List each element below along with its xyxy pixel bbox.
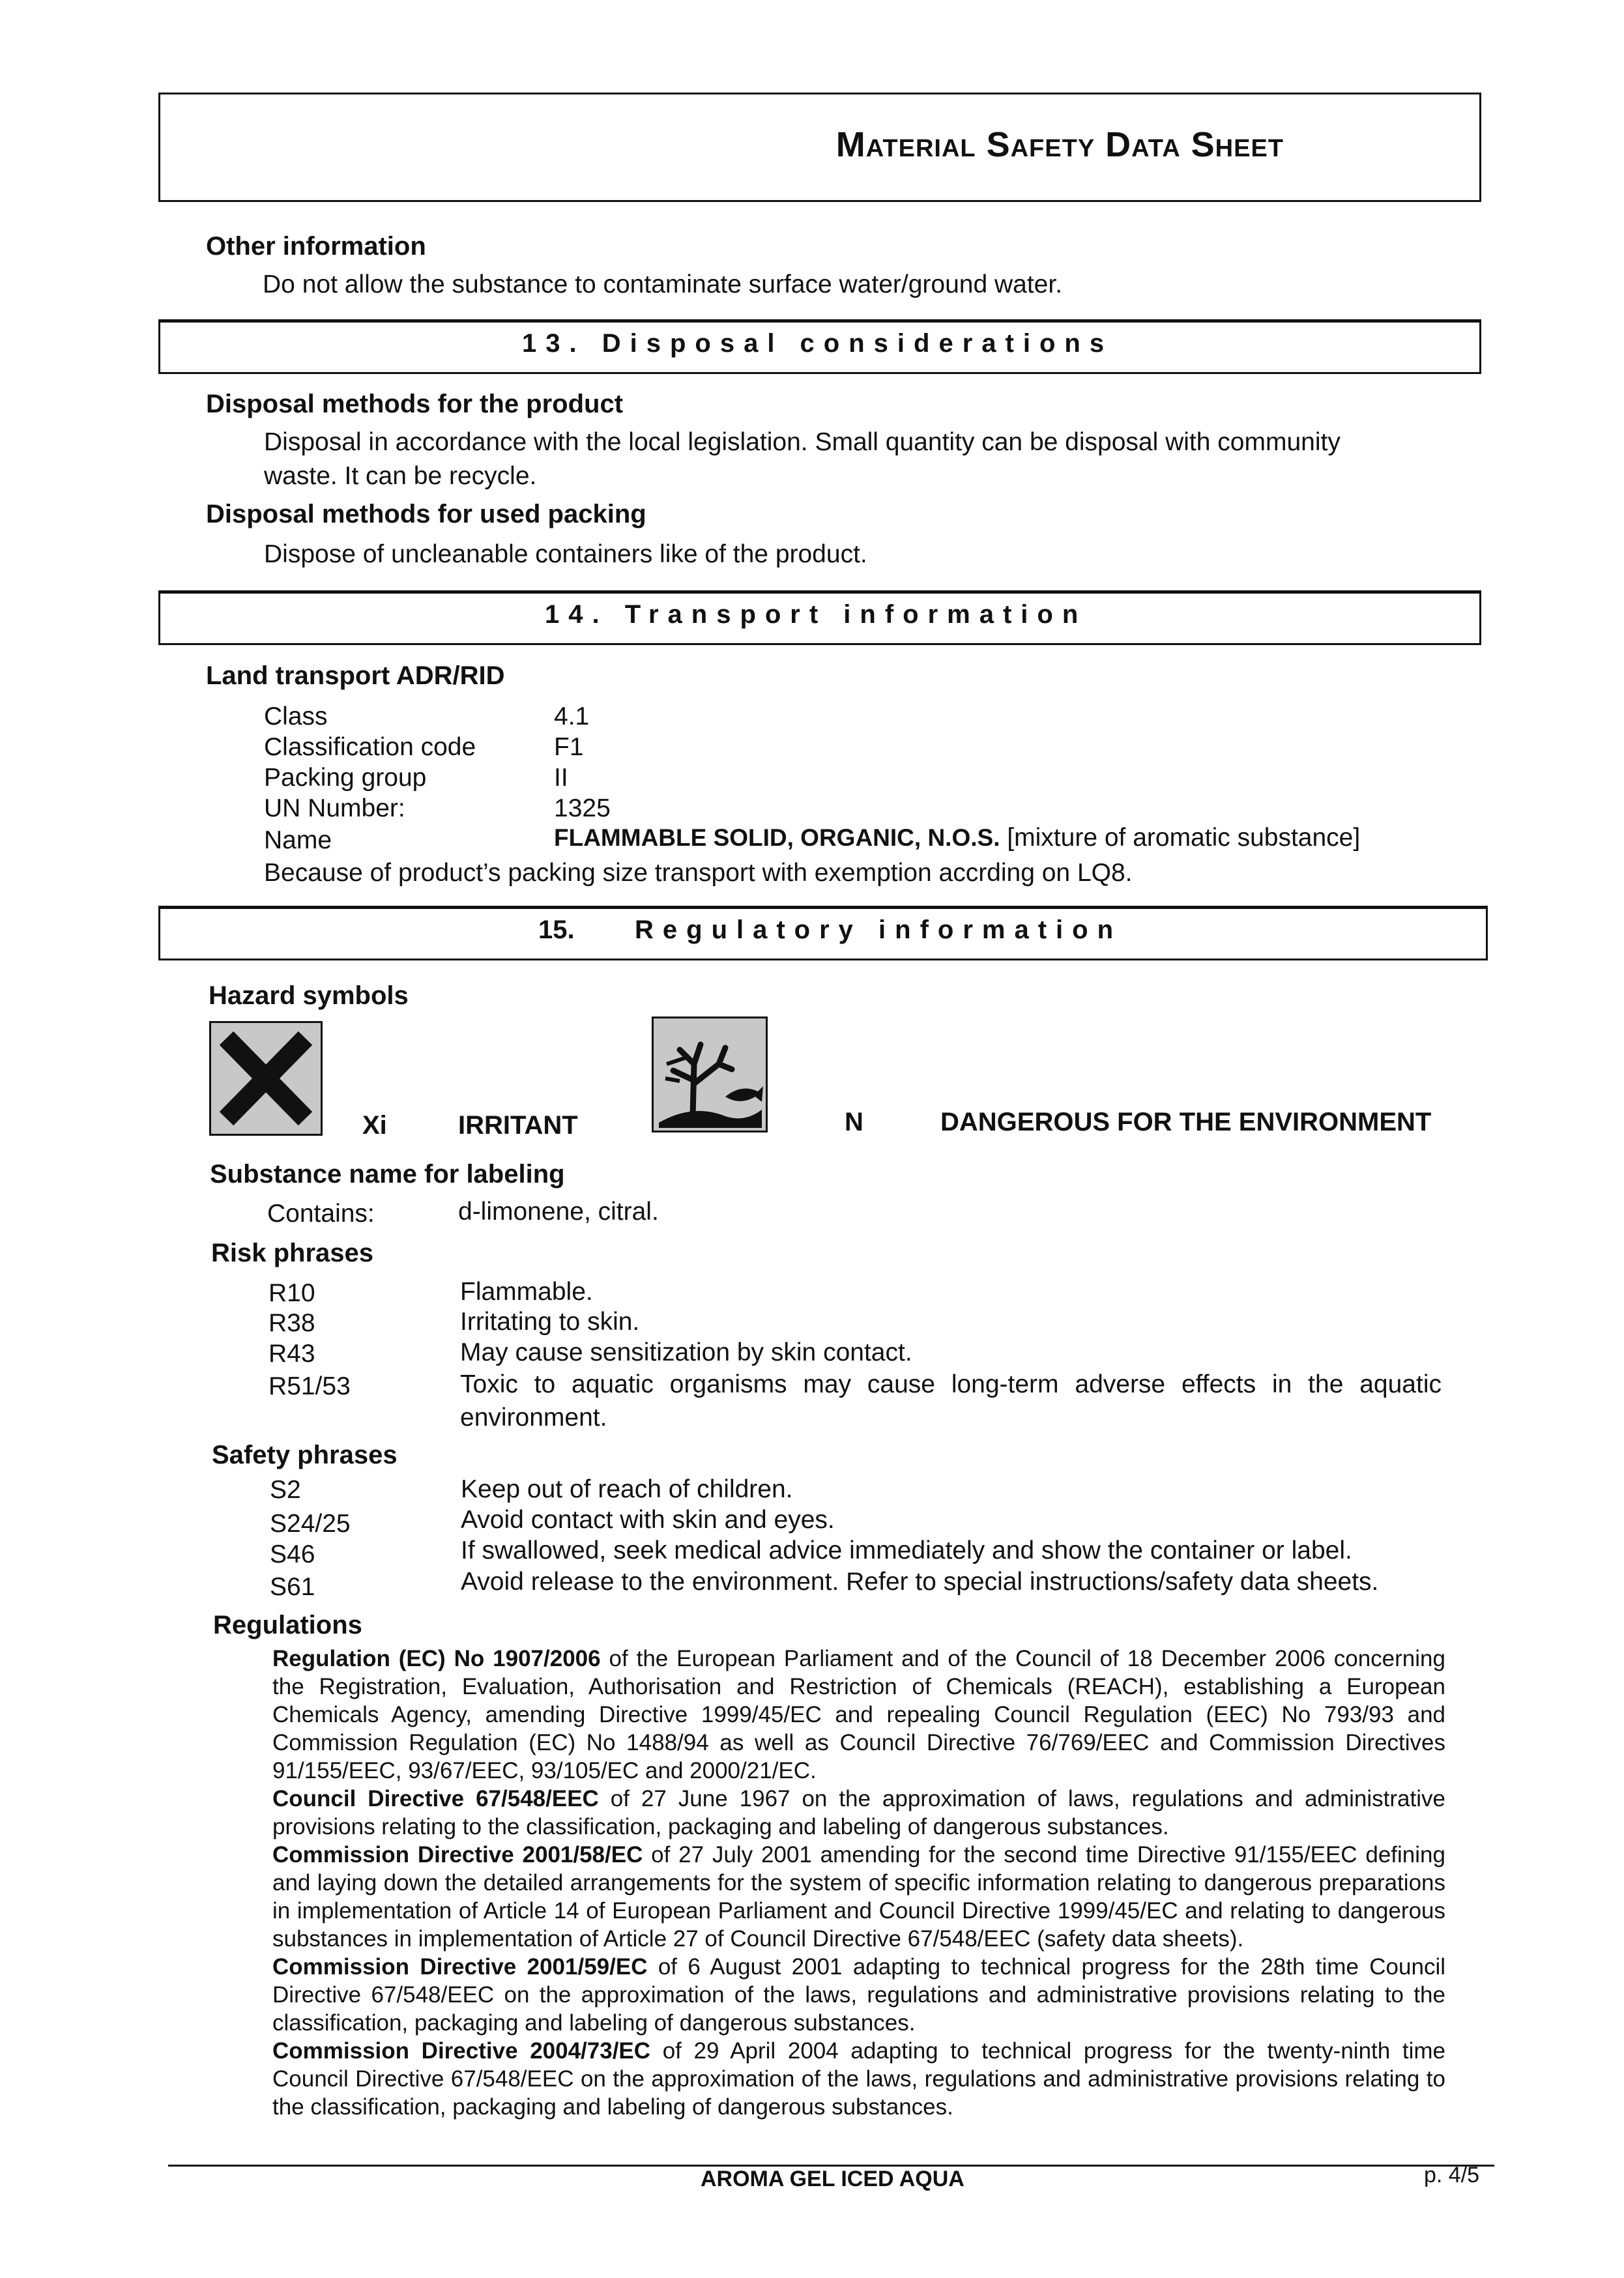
- transport-value: F1: [554, 733, 584, 761]
- safety-text: Keep out of reach of children.: [461, 1475, 793, 1503]
- regulation-text: of 29 April 2004 adapting to technical progress for the twenty-ninth time Council Directive 67/548/EEC on the approximation of the laws, regulations and administrative provisions relating to the classification, packaging and labeling of dangerous substances.: [272, 2038, 1445, 2120]
- regulation-entry: [272, 2037, 1445, 2121]
- land-transport-heading: Land transport ADR/RID: [206, 661, 505, 690]
- risk-text: May cause sensitization by skin contact.: [460, 1338, 912, 1366]
- disposal-packing-text: Dispose of uncleanable containers like of the product.: [264, 540, 867, 568]
- regulation-ref: Regulation (EC) No 1907/2006: [272, 1646, 601, 1671]
- regulations-list: [272, 1645, 1445, 2121]
- transport-note: Because of product’s packing size transport with exemption accrding on LQ8.: [264, 859, 1133, 887]
- transport-value: II: [554, 764, 568, 792]
- safety-text: If swallowed, seek medical advice immediately and show the container or label.: [461, 1536, 1352, 1564]
- other-information-heading: Other information: [206, 232, 426, 261]
- safety-text: Avoid release to the environment. Refer to special instructions/safety data sheets.: [461, 1568, 1379, 1596]
- regulation-ref: Commission Directive 2004/73/EC: [272, 2038, 651, 2064]
- safety-text: Avoid contact with skin and eyes.: [461, 1506, 835, 1534]
- disposal-product-line2: waste. It can be recycle.: [264, 462, 537, 490]
- hazard-symbols-heading: Hazard symbols: [209, 981, 409, 1010]
- regulation-ref: Council Directive 67/548/EEC: [272, 1786, 599, 1811]
- section-13-title: 13. Disposal considerations: [522, 329, 1114, 358]
- safety-phrases-heading: Safety phrases: [212, 1441, 398, 1469]
- risk-code: R51/53: [268, 1372, 351, 1400]
- document-title: Material Safety Data Sheet: [835, 125, 1284, 164]
- regulation-text: of 6 August 2001 adapting to technical progress for the 28th time Council Directive 67/548/EEC on the approximation of the laws, regulations and administrative provisions relating to the classification, packaging and labeling of dangerous substances.: [272, 1954, 1445, 2036]
- risk-text: Irritating to skin.: [460, 1308, 640, 1336]
- header-box: [158, 93, 1481, 202]
- section-14-bar: [158, 590, 1481, 645]
- transport-value: 1325: [554, 794, 611, 822]
- footer-product-name: AROMA GEL ICED AQUA: [701, 2167, 964, 2191]
- risk-code: R43: [268, 1340, 315, 1368]
- contains-value: d-limonene, citral.: [458, 1198, 659, 1226]
- regulation-entry: [272, 1953, 1445, 2037]
- contains-label: Contains:: [267, 1200, 375, 1228]
- transport-label: Classification code: [264, 733, 476, 761]
- section-14-title: 14. Transport information: [545, 600, 1088, 629]
- hazard-code-xi: Xi: [362, 1111, 387, 1140]
- hazard-code-n: N: [845, 1108, 863, 1136]
- transport-value: 4.1: [554, 702, 590, 730]
- disposal-packing-heading: Disposal methods for used packing: [206, 500, 646, 528]
- transport-label: UN Number:: [264, 794, 405, 822]
- regulation-entry: [272, 1841, 1445, 1953]
- substance-name-heading: Substance name for labeling: [210, 1160, 565, 1189]
- safety-code: S2: [270, 1476, 301, 1504]
- disposal-product-heading: Disposal methods for the product: [206, 390, 624, 418]
- regulation-ref: Commission Directive 2001/58/EC: [272, 1842, 643, 1867]
- hazard-label-environment: DANGEROUS FOR THE ENVIRONMENT: [940, 1108, 1432, 1136]
- section-15-title: Regulatory information: [635, 916, 1123, 944]
- other-information-text: Do not allow the substance to contaminate surface water/ground water.: [263, 270, 1063, 298]
- section-15-number: 15.: [538, 916, 575, 944]
- transport-label: Class: [264, 702, 328, 730]
- regulation-text: of 27 June 1967 on the approximation of laws, regulations and administrative provisions relating to the classification, packaging and labeling of dangerous substances.: [272, 1786, 1445, 1839]
- footer-page-number: p. 4/5: [1424, 2163, 1480, 2187]
- dead-tree-fish-icon: [652, 1016, 768, 1132]
- risk-text: Flammable.: [460, 1278, 593, 1306]
- risk-code: R38: [268, 1309, 315, 1337]
- risk-code: R10: [268, 1279, 315, 1307]
- hazard-label-irritant: IRRITANT: [458, 1111, 578, 1140]
- irritant-x-icon: [209, 1021, 323, 1136]
- regulations-heading: Regulations: [213, 1611, 362, 1639]
- regulation-ref: Commission Directive 2001/59/EC: [272, 1954, 648, 1980]
- transport-name-rest: [mixture of aromatic substance]: [1000, 824, 1361, 852]
- safety-code: S24/25: [270, 1510, 351, 1538]
- regulation-text: of 27 July 2001 amending for the second time Directive 91/155/EEC defining and laying down the detailed arrangements for the system of specific information relating to dangerous preparations in implementation of Article 14 of European Parliament and Council Directive 1999/45/EC and relating to dangerous substances in implementation of Article 27 of Council Directive 67/548/EEC (safety data sheets).: [272, 1842, 1445, 1952]
- transport-name-value: [554, 824, 1360, 852]
- transport-label: Packing group: [264, 764, 427, 792]
- regulation-text: of the European Parliament and of the Council of 18 December 2006 concerning the Registration, Evaluation, Authorisation and Restriction of Chemicals (REACH), establishing a European Chemicals Agency, amending Directive 1999/45/EC and repealing Council Regulation (EEC) No 793/93 and Commission Regulation (EC) No 1488/94 as well as Council Directive 76/769/EEC and Commission Directives 91/155/EEC, 93/67/EEC, 93/105/EC and 2000/21/EC.: [272, 1646, 1445, 1783]
- section-15-bar: [158, 906, 1488, 960]
- transport-name-bold: FLAMMABLE SOLID, ORGANIC, N.O.S.: [554, 824, 1000, 851]
- regulation-entry: [272, 1785, 1445, 1841]
- risk-phrases-heading: Risk phrases: [211, 1239, 374, 1267]
- transport-label: Name: [264, 826, 332, 854]
- risk-text: Toxic to aquatic organisms may cause long-term adverse effects in the aquatic environment.: [460, 1370, 1442, 1432]
- disposal-product-line1: Disposal in accordance with the local legislation. Small quantity can be disposal with community: [264, 428, 1341, 456]
- safety-code: S46: [270, 1540, 315, 1568]
- section-13-bar: [158, 319, 1481, 374]
- safety-code: S61: [270, 1573, 315, 1601]
- regulation-entry: [272, 1645, 1445, 1785]
